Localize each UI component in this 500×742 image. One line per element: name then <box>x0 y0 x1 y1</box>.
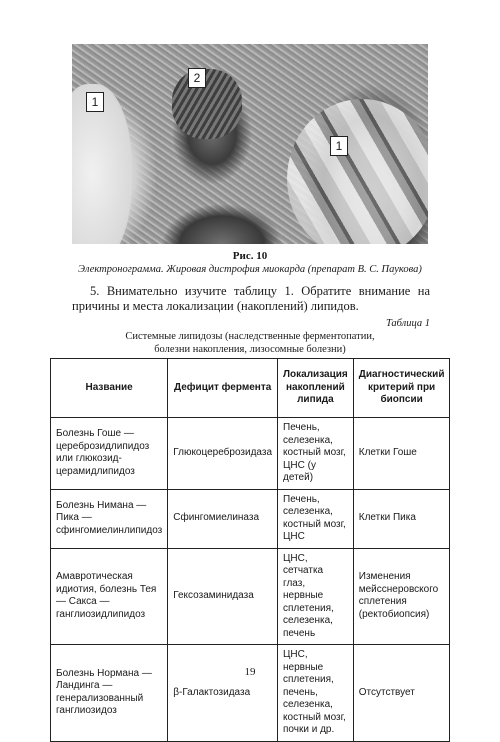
header-name: Название <box>51 359 168 418</box>
header-criterion: Диагностический критерий при биопсии <box>353 359 450 418</box>
table-title-line2: болезни накопления, лизосомные болезни) <box>154 344 346 355</box>
cell-criterion: Изменения мейсснеровского сплетения (ректобиопсия) <box>353 548 450 645</box>
page-number: 19 <box>244 666 256 678</box>
table-row <box>51 489 450 548</box>
table-header-row <box>51 359 450 418</box>
cell-name: Амавротическая идиотия, болезнь Тея — Сакса — ганглиозидлипидоз <box>51 548 168 645</box>
cell-localization: Печень, селезенка, костный мозг, ЦНС (у детей) <box>278 418 354 490</box>
marker-label-2: 2 <box>188 68 206 88</box>
cell-name: Болезнь Нимана — Пика — сфингомиелинлипидоз <box>51 489 168 548</box>
table-title-line1: Системные липидозы (наследственные ферментопатии, <box>125 331 375 342</box>
figure-caption-title: Рис. 10 <box>232 250 268 262</box>
figure-caption-text: Электронограмма. Жировая дистрофия миокарда (препарат В. С. Паукова) <box>78 264 422 275</box>
header-enzyme: Дефицит фермента <box>168 359 278 418</box>
header-localization: Локализация накоплений липида <box>278 359 354 418</box>
table-row <box>51 418 450 490</box>
marker-label-1-right: 1 <box>330 136 348 156</box>
cell-criterion: Клетки Гоше <box>353 418 450 490</box>
electron-micrograph <box>72 44 428 244</box>
cell-name: Болезнь Гоше — цереброзидлипидоз или глюкозид-церамидлипидоз <box>51 418 168 490</box>
cell-enzyme: Сфингомиелиназа <box>168 489 278 548</box>
table-label: Таблица 1 <box>385 318 430 329</box>
table-row <box>51 548 450 645</box>
cell-localization: ЦНС, сетчатка глаз, нервные сплетения, селезенка, печень <box>278 548 354 645</box>
instruction-paragraph: 5. Внимательно изучите таблицу 1. Обратите внимание на причины и места локализации (накоплений) липидов. <box>72 284 430 313</box>
cell-name: Болезнь Нормана — Ландинга — генерализованный ганглиозидоз <box>51 645 168 742</box>
lipid-droplet-right <box>287 99 428 244</box>
mitochondrion <box>172 69 242 139</box>
cell-localization: ЦНС, нервные сплетения, печень, селезенка, костный мозг, почки и др. <box>278 645 354 742</box>
cell-criterion: Клетки Пика <box>353 489 450 548</box>
lipidosis-table <box>50 358 450 742</box>
cell-enzyme: Гексозаминидаза <box>168 548 278 645</box>
cell-criterion: Отсутствует <box>353 645 450 742</box>
cell-localization: Печень, селезенка, костный мозг, ЦНС <box>278 489 354 548</box>
cell-enzyme: β-Галактозидаза <box>168 645 278 742</box>
cell-enzyme: Глюкоцереброзидаза <box>168 418 278 490</box>
table-title <box>0 330 500 356</box>
marker-label-1-left: 1 <box>86 92 104 112</box>
table-row <box>51 645 450 742</box>
